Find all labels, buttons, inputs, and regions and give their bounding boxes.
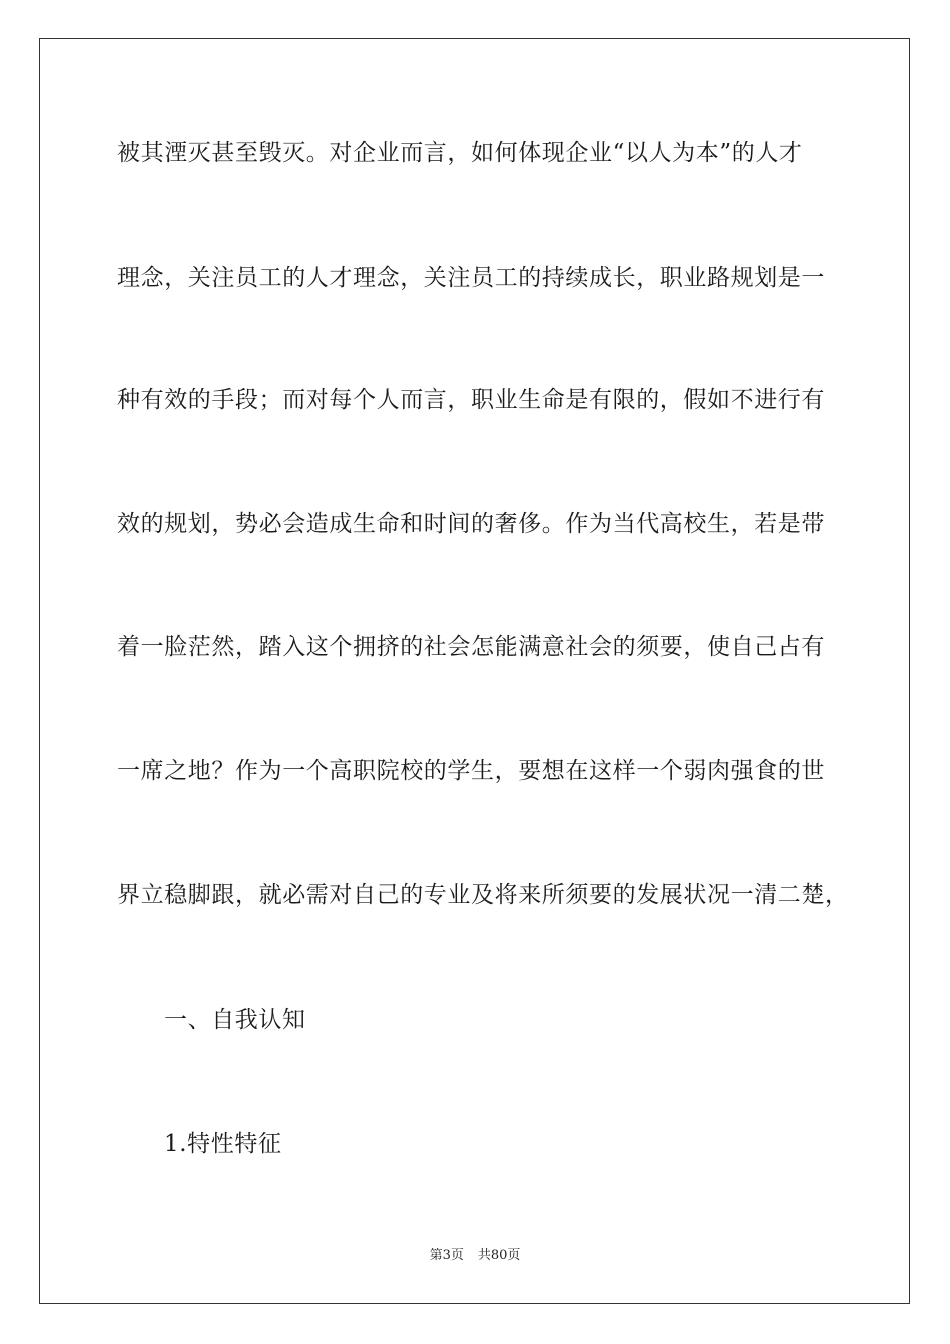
body-text-line-3: 种有效的手段；而对每个人而言，职业生命是有限的，假如不进行有 (117, 387, 825, 413)
page-frame (39, 38, 910, 1304)
body-text-line-2: 理念，关注员工的人才理念，关注员工的持续成长，职业路规划是一 (117, 265, 825, 291)
page-footer (0, 1247, 950, 1265)
body-text-line-6: 一席之地？作为一个高职院校的学生，要想在这样一个弱肉强食的世 (117, 758, 825, 784)
body-text-line-5: 着一脸茫然，踏入这个拥挤的社会怎能满意社会的须要，使自己占有 (117, 634, 825, 660)
body-text-line-7: 界立稳脚跟，就必需对自己的专业及将来所须要的发展状况一清二楚， (117, 882, 849, 908)
body-text-line-1: 被其湮灭甚至毁灭。对企业而言，如何体现企业“以人为本”的人才 (117, 140, 803, 166)
page-number: 第3页 (429, 1248, 464, 1263)
section-heading: 一、自我认知 (164, 1007, 306, 1033)
page-total: 共80页 (477, 1248, 521, 1263)
body-text-line-4: 效的规划，势必会造成生命和时间的奢侈。作为当代高校生，若是带 (117, 511, 825, 537)
subsection-heading: 1.特性特征 (164, 1131, 282, 1157)
